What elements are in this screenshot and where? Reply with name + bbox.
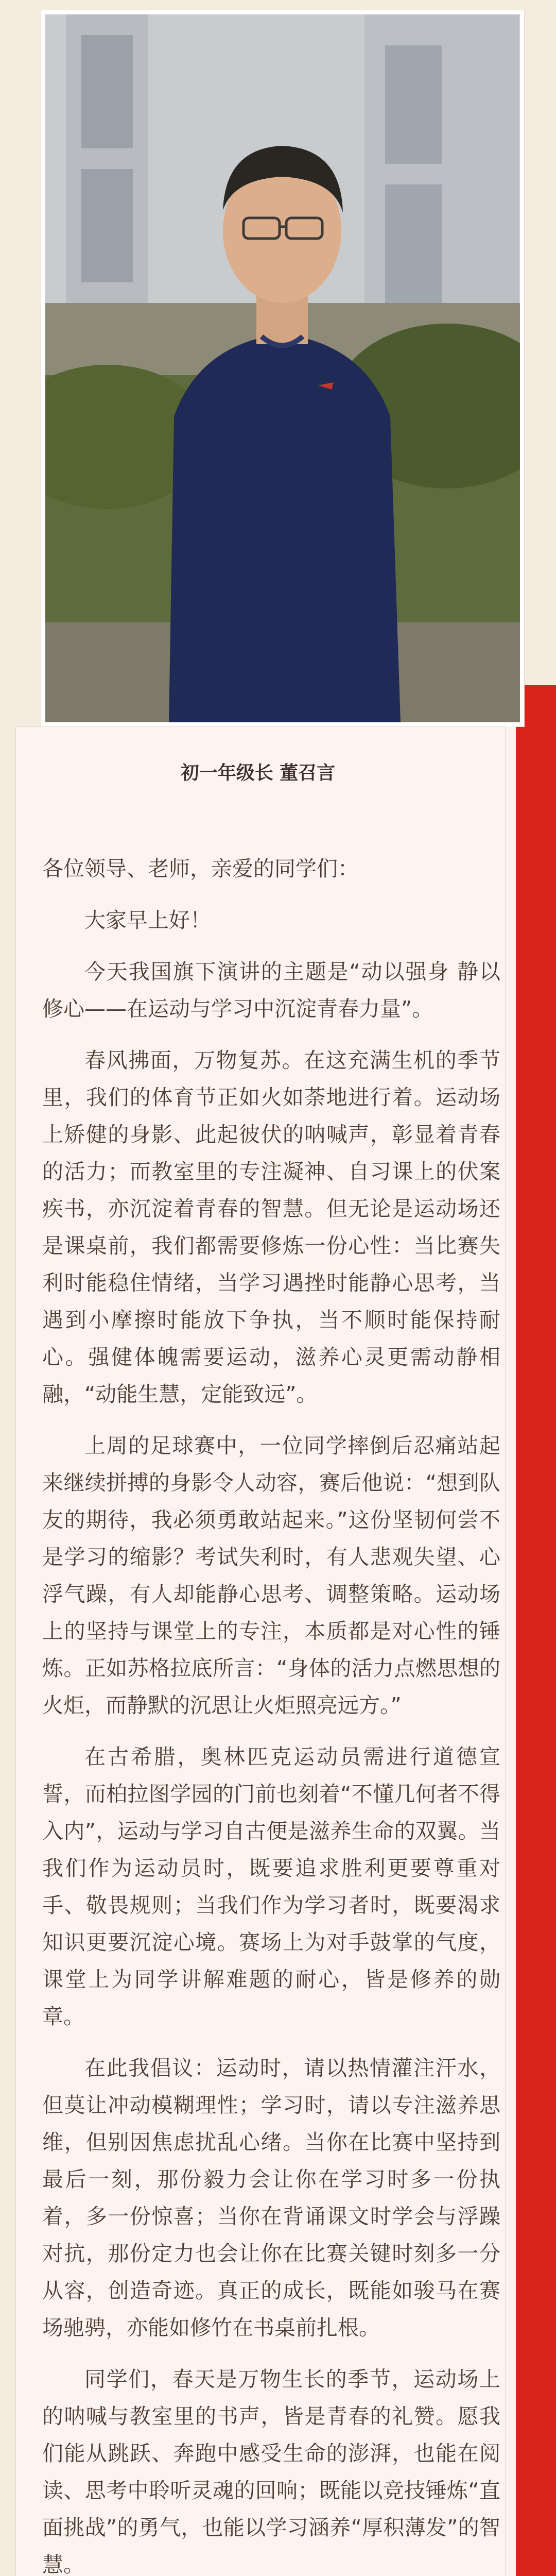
red-side-bar (516, 685, 556, 2576)
paragraph-classmates: 同学们，春天是万物生长的季节，运动场上的呐喊与教室里的书声，皆是青春的礼赞。愿我们能从跳跃、奔跑中感受生命的澎湃，也能在阅读、思考中聆听灵魂的回响；既能以竞技锤炼“直面挑战”的勇气，也能以学习涵养“厚积薄发”的智慧。 (42, 2367, 500, 2576)
speaker-photo (45, 14, 520, 722)
paragraph-morning: 大家早上好！ (84, 908, 211, 933)
paragraph-theme: 今天我国旗下演讲的主题是“动以强身 静以修心——在运动与学习中沉淀青春力量”。 (42, 959, 500, 1021)
paragraph-proposal: 在此我倡议：运动时，请以热情灌注汗水，但莫让冲动模糊理性；学习时，请以专注滋养思维，但别因焦虑扰乱心绪。当你在比赛中坚持到最后一刻，那份毅力会让你在学习时多一份执着，多一份惊喜；当你在背诵课文时学会与浮躁对抗，那份定力也会让你在比赛关键时刻多一分从容，创造奇迹。真正的成长，既能如骏马在赛场驰骋，亦能如修竹在书桌前扎根。 (42, 2056, 500, 2340)
speaker-name-caption: 初一年级长 董召言 (180, 762, 336, 784)
paragraph-football: 上周的足球赛中，一位同学摔倒后忍痛站起来继续拼搏的身影令人动容，赛后他说：“想到队友的期待，我必须勇敢站起来。”这份坚韧何尝不是学习的缩影？考试失利时，有人悲观失望、心浮气躁，有人却能静心思考、调整策略。运动场上的坚持与课堂上的专注，本质都是对心性的锤炼。正如苏格拉底所言：“身体的活力点燃思想的火炬，而静默的沉思让火炬照亮远方。” (42, 1433, 500, 1718)
paragraph-spring: 春风拂面，万物复苏。在这充满生机的季节里，我们的体育节正如火如荼地进行着。运动场上矫健的身影、此起彼伏的呐喊声，彰显着青春的活力；而教室里的专注凝神、自习课上的伏案疾书，亦沉淀着青春的智慧。但无论是运动场还是课桌前，我们都需要修炼一份心性：当比赛失利时能稳住情绪，当学习遇挫时能静心思考，当遇到小摩擦时能放下争执，当不顺时能保持耐心。强健体魄需要运动，滋养心灵更需动静相融，“动能生慧，定能致远”。 (42, 1048, 500, 1406)
paragraph-greece: 在古希腊，奥林匹克运动员需进行道德宣誓，而柏拉图学园的门前也刻着“不懂几何者不得入内”，运动与学习自古便是滋养生命的双翼。当我们作为运动员时，既要追求胜利更要尊重对手、敬畏规则；当我们作为学习者时，既要渴求知识更要沉淀心境。赛场上为对手鼓掌的气度，课堂上为同学讲解难题的耐心，皆是修养的勋章。 (42, 1744, 500, 2029)
speaker-photo-illustration (45, 14, 520, 722)
greeting: 各位领导、老师，亲爱的同学们： (42, 856, 359, 881)
photo-caption (0, 732, 516, 785)
speech-body (42, 850, 500, 2576)
speaker-photo-frame (41, 10, 524, 726)
